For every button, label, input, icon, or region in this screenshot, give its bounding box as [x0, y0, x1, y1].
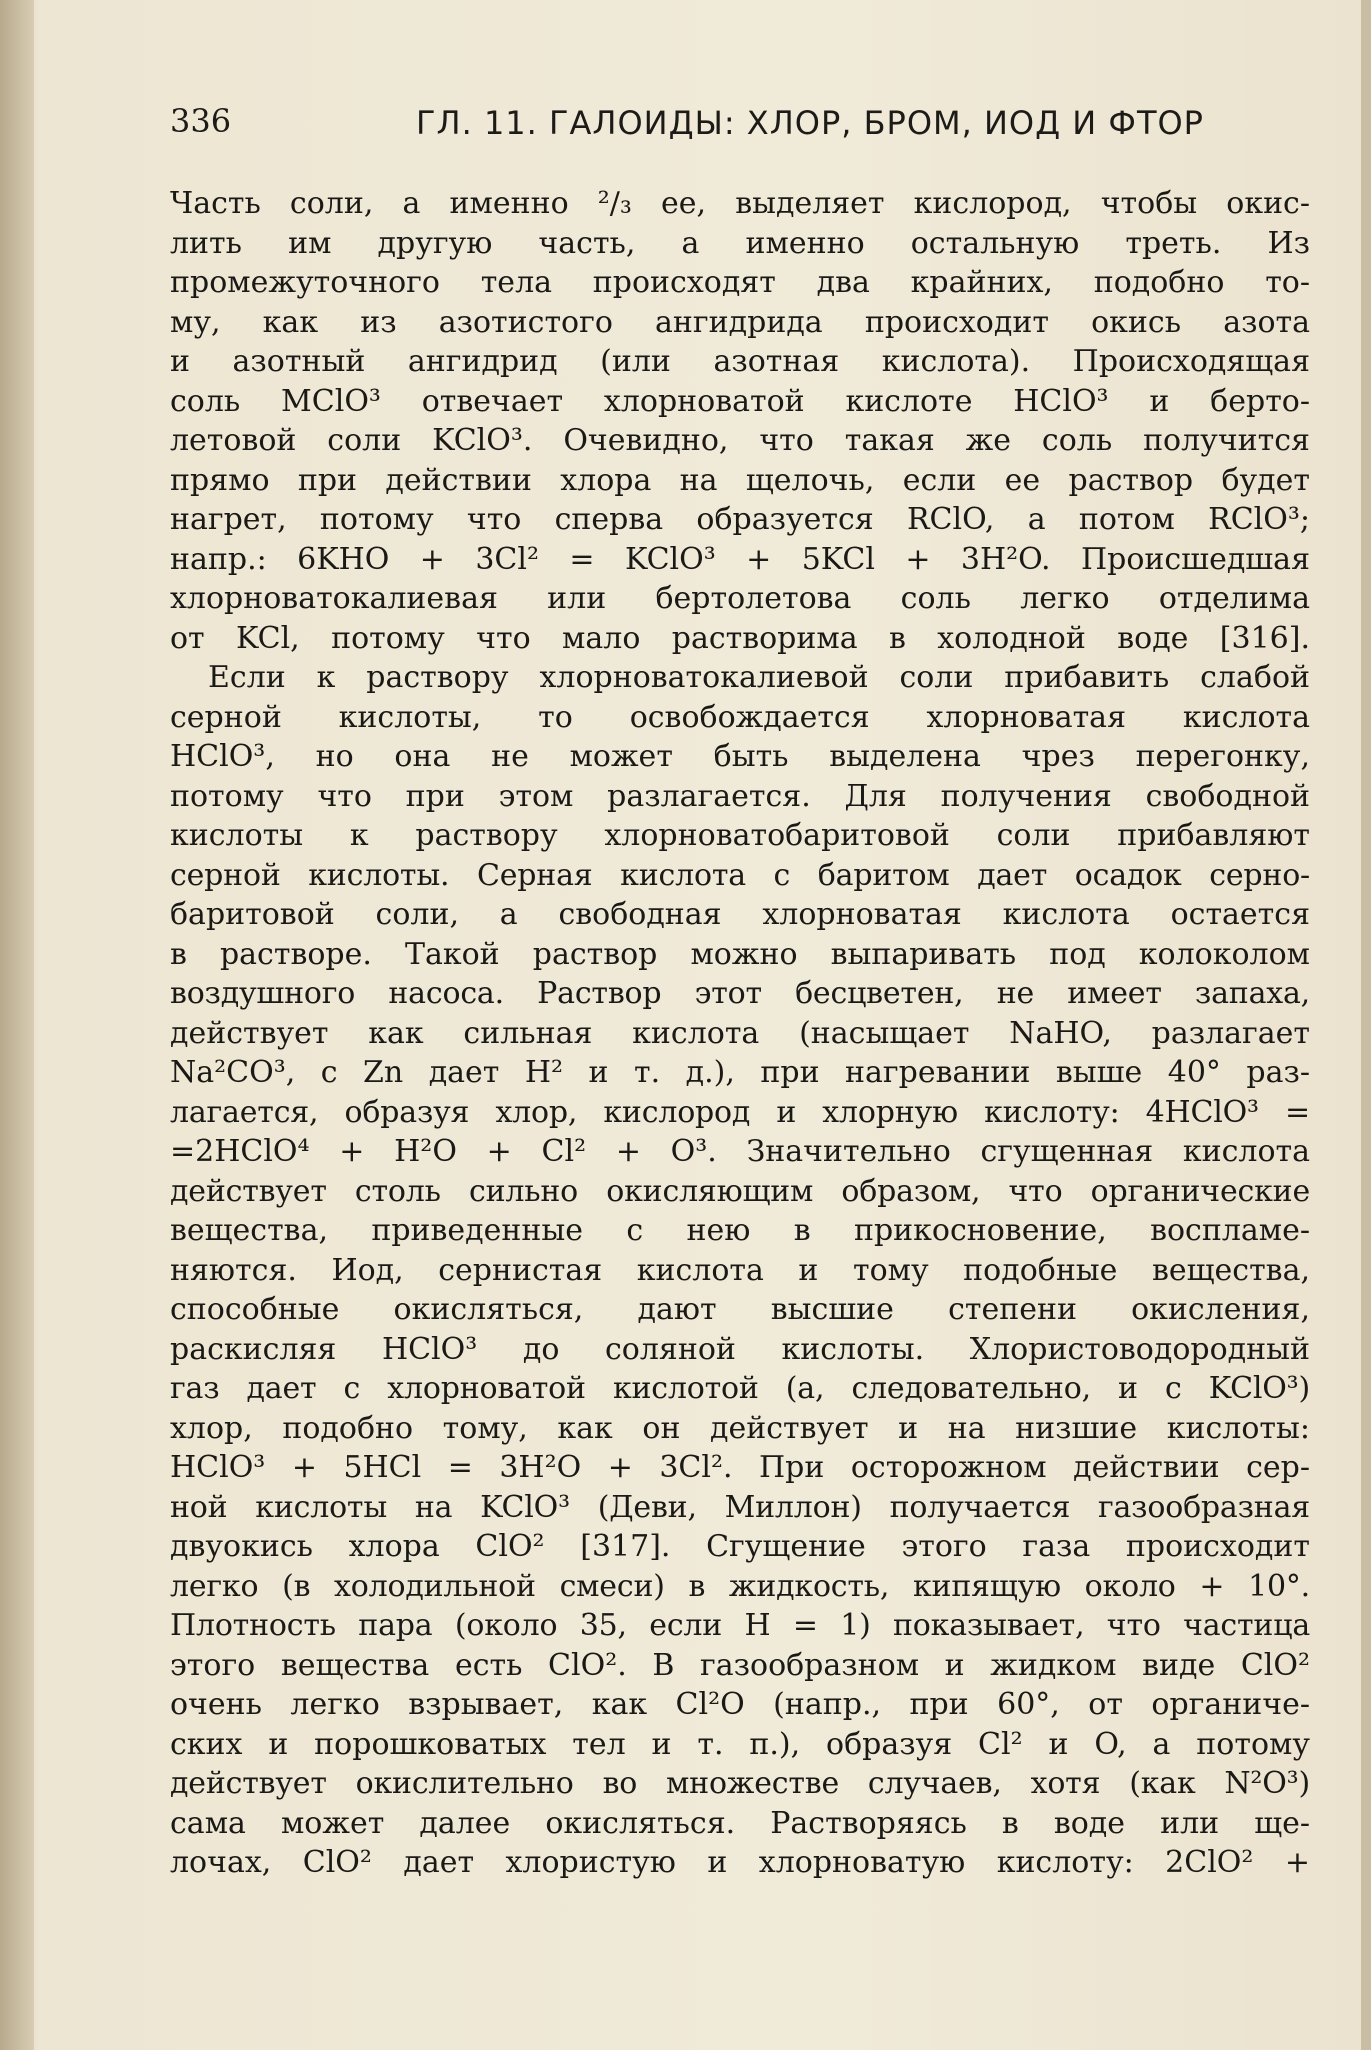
- text-line: соль MClO³ отвечает хлорноватой кислоте HClO³ и берто-: [170, 383, 1310, 419]
- book-spine-shadow: [0, 0, 34, 2050]
- body-text: [170, 184, 1310, 1883]
- text-line: му, как из азотистого ангидрида происходит окись азота: [170, 304, 1310, 340]
- running-head: ГЛ. 11. ГАЛОИДЫ: ХЛОР, БРОМ, ИОД И ФТОР: [416, 104, 1204, 142]
- text-line: раскисляя HClO³ до соляной кислоты. Хлористоводородный: [170, 1331, 1310, 1367]
- text-line: промежуточного тела происходят два крайних, подобно то-: [170, 265, 1310, 300]
- text-line: этого вещества есть ClO². В газообразном и жидком виде ClO²: [170, 1647, 1310, 1683]
- text-line: способные окисляться, дают высшие степени окисления,: [170, 1292, 1310, 1327]
- text-line: и азотный ангидрид (или азотная кислота). Происходящая: [170, 344, 1310, 379]
- text-line: действует окислительно во множестве случаев, хотя (как N²O³): [170, 1766, 1310, 1801]
- text-line: прямо при действии хлора на щелочь, если ее раствор будет: [170, 462, 1310, 498]
- page-number: 336: [170, 102, 232, 140]
- text-line: лить им другую часть, а именно остальную треть. Из: [170, 225, 1310, 261]
- text-line: ной кислоты на KClO³ (Деви, Миллон) получается газообразная: [170, 1489, 1310, 1525]
- text-line: лагается, образуя хлор, кислород и хлорную кислоту: 4HClO³ =: [170, 1094, 1310, 1130]
- text-line: потому что при этом разлагается. Для получения свободной: [170, 778, 1310, 814]
- text-line: Плотность пара (около 35, если H = 1) показывает, что частица: [170, 1608, 1310, 1643]
- text-line: HClO³, но она не может быть выделена чрез перегонку,: [170, 739, 1310, 774]
- text-line: Na²CO³, с Zn дает H² и т. д.), при нагревании выше 40° раз-: [170, 1055, 1310, 1090]
- text-line: HClO³ + 5HCl = 3H²O + 3Cl². При осторожном действии сер-: [170, 1450, 1310, 1485]
- text-line: очень легко взрывает, как Cl²O (напр., при 60°, от органиче-: [170, 1687, 1310, 1722]
- text-line: сама может далее окисляться. Растворяясь в воде или ще-: [170, 1805, 1310, 1841]
- text-line: двуокись хлора ClO² [317]. Сгущение этого газа происходит: [170, 1529, 1310, 1564]
- page-edge: [1361, 0, 1371, 2050]
- text-line: Если к раствору хлорноватокалиевой соли прибавить слабой: [208, 660, 1310, 695]
- text-line: баритовой соли, а свободная хлорноватая кислота остается: [170, 897, 1310, 932]
- text-line: действует столь сильно окисляющим образом, что органические: [170, 1173, 1310, 1209]
- text-line: легко (в холодильной смеси) в жидкость, кипящую около + 10°.: [170, 1568, 1310, 1604]
- text-line: нагрет, потому что сперва образуется RClO, а потом RClO³;: [170, 502, 1310, 537]
- text-line: действует как сильная кислота (насыщает NaHO, разлагает: [170, 1015, 1310, 1051]
- text-line: серной кислоты. Серная кислота с баритом дает осадок серно-: [170, 857, 1310, 893]
- text-line: воздушного насоса. Раствор этот бесцветен, не имеет запаха,: [170, 976, 1310, 1011]
- text-line: от KCl, потому что мало растворима в холодной воде [316].: [170, 620, 1310, 656]
- text-line: напр.: 6KHO + 3Cl² = KClO³ + 5KCl + 3H²O. Происшедшая: [170, 541, 1310, 577]
- text-line: ских и порошковатых тел и т. п.), образуя Cl² и O, а потому: [170, 1726, 1310, 1762]
- text-line: Часть соли, а именно ²/₃ ее, выделяет кислород, чтобы окис-: [170, 186, 1310, 221]
- text-line: лочах, ClO² дает хлористую и хлорноватую кислоту: 2ClO² +: [170, 1845, 1310, 1880]
- text-line: вещества, приведенные с нею в прикосновение, воспламе-: [170, 1213, 1310, 1248]
- text-line: в растворе. Такой раствор можно выпаривать под колоколом: [170, 936, 1310, 972]
- text-line: няются. Иод, сернистая кислота и тому подобные вещества,: [170, 1252, 1310, 1288]
- text-line: =2HClO⁴ + H²O + Cl² + O³. Значительно сгущенная кислота: [170, 1134, 1310, 1169]
- text-line: летовой соли KClO³. Очевидно, что такая же соль получится: [170, 423, 1310, 458]
- text-line: кислоты к раствору хлорноватобаритовой соли прибавляют: [170, 818, 1310, 853]
- text-line: хлор, подобно тому, как он действует и на низшие кислоты:: [170, 1410, 1310, 1446]
- text-line: серной кислоты, то освобождается хлорноватая кислота: [170, 699, 1310, 735]
- page-header: [170, 102, 1310, 148]
- text-line: хлорноватокалиевая или бертолетова соль легко отделима: [170, 581, 1310, 616]
- text-line: газ дает с хлорноватой кислотой (а, следовательно, и с KClO³): [170, 1371, 1310, 1406]
